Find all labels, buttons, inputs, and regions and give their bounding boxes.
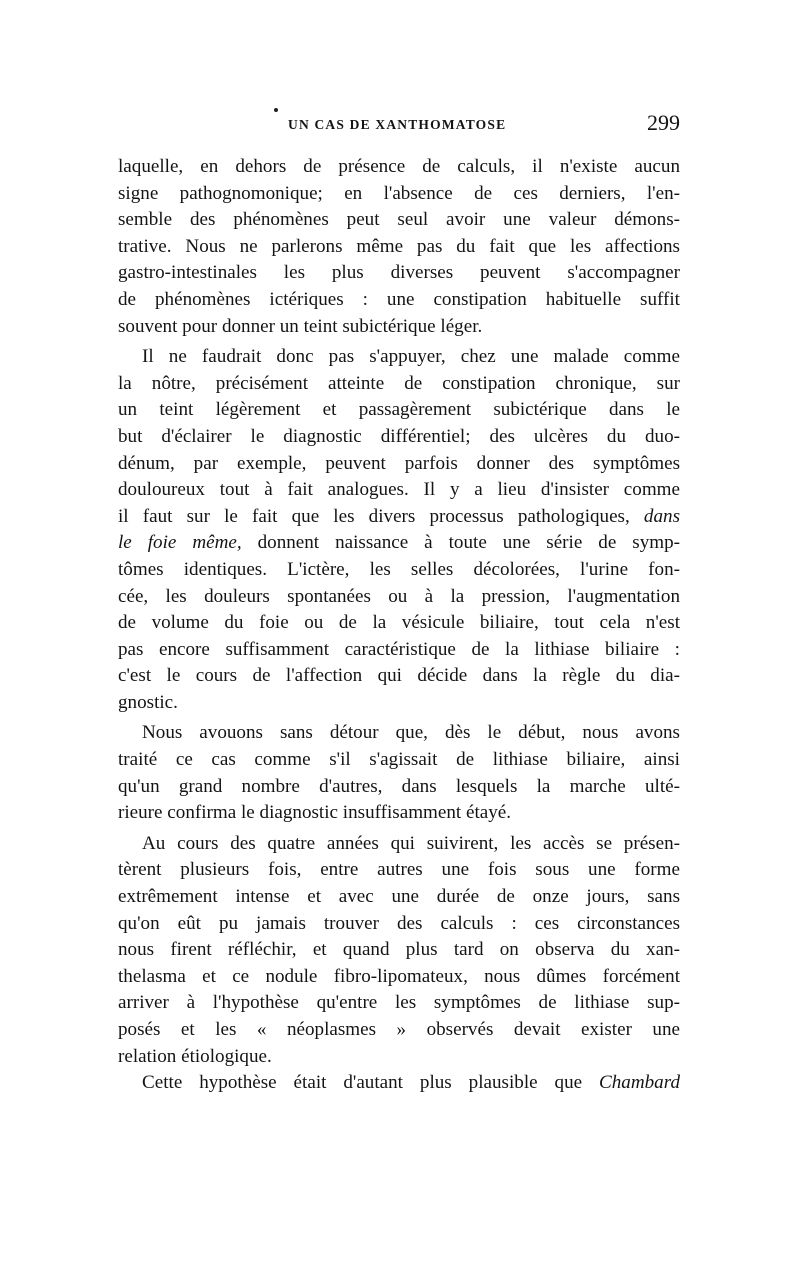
text-line: trative. Nous ne parlerons même pas du fait que les affections [118, 235, 680, 257]
text-line: de phénomènes ictériques : une constipation habituelle suffit [118, 288, 680, 310]
text-line: qu'on eût pu jamais trouver des calculs : ces circonstances [118, 912, 680, 934]
text-line: nous firent réfléchir, et quand plus tard on observa du xan- [118, 939, 680, 961]
running-title: UN CAS DE XANTHOMATOSE [288, 117, 507, 132]
text-line: gastro-intestinales les plus diverses peuvent s'accompagner [118, 262, 680, 284]
text-line: pas encore suffisamment caractéristique de la lithiase biliaire : [118, 638, 680, 660]
text-run: donnent naissance à toute une série de symp- [241, 532, 680, 554]
text-line: posés et les « néoplasmes » observés devait exister une [118, 1019, 680, 1040]
text-line: relation étiologique. [118, 1045, 272, 1067]
text-run: Cette hypothèse était d'autant plus plausible que [142, 1072, 600, 1094]
text-line: Nous avouons sans détour que, dès le début, nous avons [142, 722, 680, 744]
italic-text: dans [643, 505, 680, 527]
paragraph-4 [118, 831, 680, 1070]
text-line: traité ce cas comme s'il s'agissait de lithiase biliaire, ainsi [118, 749, 680, 771]
paragraph-5 [118, 1070, 680, 1097]
text-line: extrêmement intense et avec une durée de onze jours, sans [118, 886, 680, 908]
running-header [118, 108, 680, 148]
text-line: but d'éclairer le diagnostic différentiel; des ulcères du duo- [118, 425, 680, 447]
text-line: la nôtre, précisément atteinte de constipation chronique, sur [118, 372, 680, 394]
text-line: tômes identiques. L'ictère, les selles décolorées, l'urine fon- [118, 558, 680, 580]
paragraph-2 [118, 344, 680, 716]
body-text [118, 154, 680, 1097]
text-line: un teint légèrement et passagèrement subictérique dans le [118, 399, 680, 421]
paragraph-3 [118, 720, 680, 826]
text-line: douloureux tout à fait analogues. Il y a lieu d'insister comme [118, 479, 680, 501]
paragraph-1 [118, 154, 680, 340]
text-line: arriver à l'hypothèse qu'entre les symptômes de lithiase sup- [118, 992, 680, 1014]
page-number: 299 [647, 110, 680, 135]
text-line: tèrent plusieurs fois, entre autres une fois sous une forme [118, 859, 680, 881]
text-line [118, 1070, 680, 1097]
text-line: gnostic. [118, 691, 178, 713]
italic-text: le foie même, [118, 532, 242, 554]
text-run: il faut sur le fait que les divers processus pathologiques, [118, 505, 644, 527]
text-line [118, 504, 680, 531]
text-line: c'est le cours de l'affection qui décide dans la règle du dia- [118, 665, 680, 687]
text-line: de volume du foie ou de la vésicule biliaire, tout cela n'est [118, 612, 680, 634]
text-line: Au cours des quatre années qui suivirent, les accès se présen- [142, 832, 680, 854]
header-dot-mark [274, 108, 278, 112]
text-line: thelasma et ce nodule fibro-lipomateux, nous dûmes forcément [118, 965, 680, 987]
text-line: laquelle, en dehors de présence de calculs, il n'existe aucun [118, 156, 680, 177]
text-line: qu'un grand nombre d'autres, dans lesquels la marche ulté- [118, 775, 680, 797]
italic-text: Chambard [599, 1072, 680, 1094]
text-line: signe pathognomonique; en l'absence de ces derniers, l'en- [118, 182, 680, 204]
text-line [118, 530, 680, 557]
text-line: rieure confirma le diagnostic insuffisamment étayé. [118, 802, 512, 824]
text-line: semble des phénomènes peut seul avoir une valeur démons- [118, 209, 680, 231]
text-line: Il ne faudrait donc pas s'appuyer, chez une malade comme [142, 346, 680, 368]
text-line: souvent pour donner un teint subictérique léger. [118, 315, 483, 337]
text-line: dénum, par exemple, peuvent parfois donner des symptômes [118, 452, 680, 474]
text-line: cée, les douleurs spontanées ou à la pression, l'augmentation [118, 585, 680, 607]
